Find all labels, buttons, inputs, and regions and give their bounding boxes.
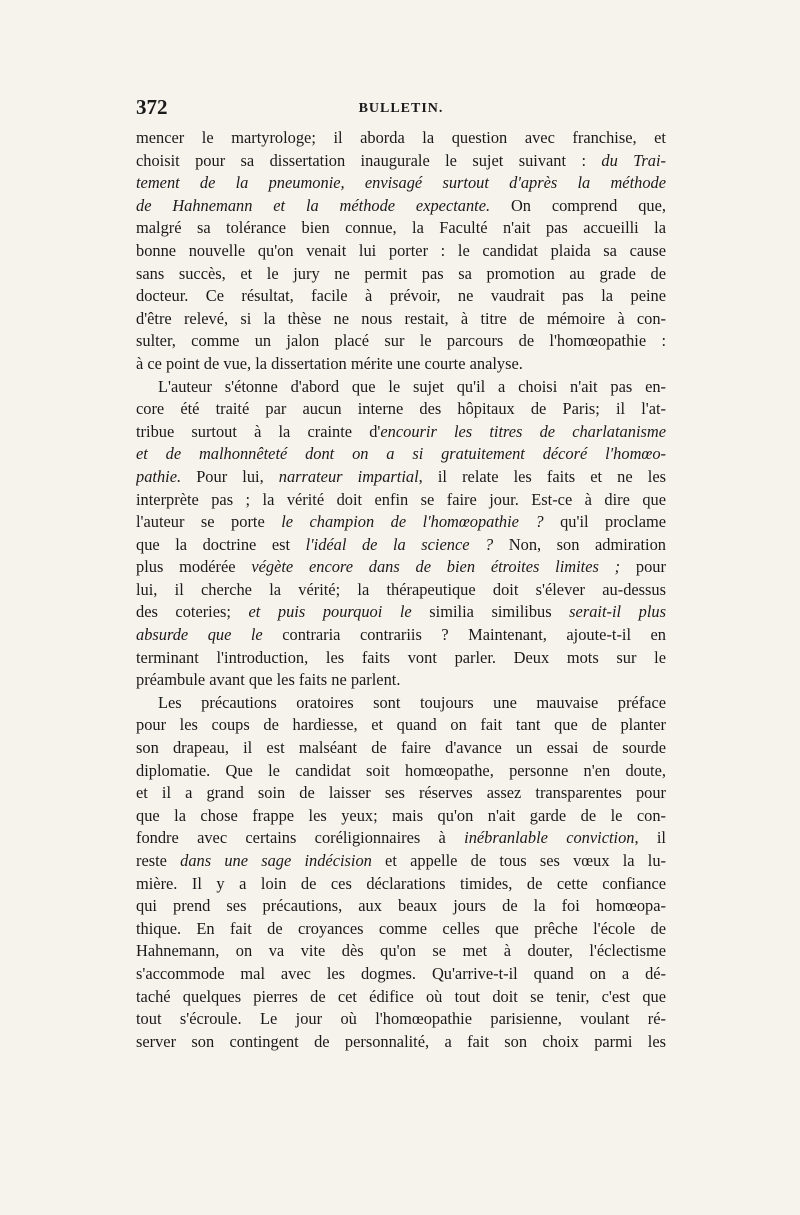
text-line: [136, 466, 666, 489]
text-line: [136, 692, 666, 715]
italic-text-segment: l'idéal de la science ?: [305, 534, 494, 554]
text-line: [136, 217, 666, 240]
text-segment: similia similibus: [411, 602, 570, 622]
text-line: [136, 805, 666, 828]
text-line: [136, 489, 666, 512]
text-line: [136, 443, 666, 466]
text-line: [136, 556, 666, 579]
body-text: [136, 127, 666, 1053]
text-segment: core été traité par aucun interne des hôpitaux de Paris; il l'at-: [136, 399, 666, 419]
text-line: [136, 534, 666, 557]
text-line: [136, 511, 666, 534]
text-segment: des coteries;: [136, 602, 249, 622]
text-line: [136, 127, 666, 150]
text-line: [136, 1008, 666, 1031]
text-segment: malgré sa tolérance bien connue, la Faculté n'ait pas accueilli la: [136, 218, 666, 238]
italic-text-segment: pathie.: [136, 466, 182, 486]
running-title: BULLETIN.: [358, 101, 444, 116]
text-segment: On comprend que,: [490, 195, 666, 215]
italic-text-segment: inébranlable conviction: [464, 828, 635, 848]
text-segment: fondre avec certains coréligionnaires à: [136, 828, 465, 848]
text-line: [136, 150, 666, 173]
text-segment: Pour lui,: [181, 466, 279, 486]
text-segment: l'auteur se porte: [136, 512, 282, 532]
text-line: [136, 918, 666, 941]
text-segment: thique. En fait de croyances comme celles que prêche l'école de: [136, 918, 666, 938]
text-segment: pour: [620, 557, 666, 577]
text-line: [136, 579, 666, 602]
text-segment: tout s'écroule. Le jour où l'homœopathie parisienne, voulant ré-: [136, 1009, 666, 1029]
text-segment: , il relate les faits et ne les: [418, 466, 666, 486]
text-line: [136, 353, 666, 376]
text-segment: plus modérée: [136, 557, 252, 577]
italic-text-segment: et puis pourquoi le: [248, 602, 412, 622]
text-line: [136, 986, 666, 1009]
italic-text-segment: le champion de l'homœopathie ?: [281, 512, 544, 532]
text-segment: que la chose frappe les yeux; mais qu'on n'ait garde de le con-: [136, 805, 666, 825]
text-segment: sans succès, et le jury ne permit pas sa promotion au grade de: [136, 263, 666, 283]
text-segment: et il a grand soin de laisser ses réserves assez transparentes pour: [136, 783, 666, 803]
text-segment: mière. Il y a loin de ces déclarations timides, de cette confiance: [136, 873, 666, 893]
text-line: [136, 850, 666, 873]
text-line: [136, 760, 666, 783]
text-line: [136, 263, 666, 286]
text-segment: docteur. Ce résultat, facile à prévoir, ne vaudrait pas la peine: [136, 286, 666, 306]
italic-text-segment: tement de la pneumonie, envisagé surtout d'après la méthode: [136, 173, 666, 193]
text-segment: d'être relevé, si la thèse ne nous restait, à titre de mémoire à con-: [136, 308, 666, 328]
text-segment: mencer le martyrologe; il aborda la question avec franchise, et: [136, 128, 666, 147]
italic-text-segment: végète encore dans de bien étroites limites ;: [251, 557, 621, 577]
italic-text-segment: dans une sage indécision: [180, 851, 372, 870]
text-line: [136, 624, 666, 647]
text-line: [136, 1031, 666, 1054]
text-line: [136, 827, 666, 850]
text-line: [136, 195, 666, 218]
text-segment: terminant l'introduction, les faits vont parler. Deux mots sur le: [136, 647, 666, 667]
text-line: [136, 737, 666, 760]
text-line: [136, 285, 666, 308]
text-line: [136, 601, 666, 624]
italic-text-segment: du Trai-: [601, 150, 666, 170]
italic-text-segment: et de malhonnêteté dont on a si gratuitement décoré l'homœo-: [136, 444, 666, 464]
text-segment: contraria contrariis ? Maintenant, ajoute-t-il en: [262, 625, 666, 645]
text-segment: diplomatie. Que le candidat soit homœopathe, personne n'en doute,: [136, 760, 666, 780]
text-segment: son drapeau, il est malséant de faire d'avance un essai de sourde: [136, 738, 666, 758]
text-segment: préambule avant que les faits ne parlent.: [136, 670, 401, 690]
text-line: [136, 714, 666, 737]
text-segment: Les précautions oratoires sont toujours une mauvaise préface: [158, 692, 666, 712]
text-line: [136, 782, 666, 805]
text-segment: à ce point de vue, la dissertation mérite une courte analyse.: [136, 353, 523, 373]
text-segment: Non, son admiration: [493, 534, 666, 554]
text-line: [136, 895, 666, 918]
text-line: [136, 330, 666, 353]
text-segment: qu'il proclame: [543, 512, 666, 532]
text-segment: L'auteur s'étonne d'abord que le sujet qu'il a choisi n'ait pas en-: [158, 376, 666, 396]
text-line: [136, 172, 666, 195]
text-segment: pour les coups de hardiesse, et quand on fait tant que de planter: [136, 715, 666, 735]
italic-text-segment: narrateur impartial: [278, 466, 419, 486]
text-segment: bonne nouvelle qu'on venait lui porter : le candidat plaida sa cause: [136, 240, 666, 260]
text-line: [136, 940, 666, 963]
text-segment: tribue surtout à la crainte d': [136, 421, 381, 441]
text-segment: qui prend ses précautions, aux beaux jours de la foi homœopa-: [136, 896, 666, 916]
text-segment: que la doctrine est: [136, 534, 306, 554]
text-segment: sulter, comme un jalon placé sur le parcours de l'homœopathie :: [136, 331, 666, 351]
page-header: [136, 95, 666, 123]
text-segment: interprète pas ; la vérité doit enfin se faire jour. Est-ce à dire que: [136, 489, 666, 509]
italic-text-segment: serait-il plus: [569, 602, 666, 622]
text-segment: server son contingent de personnalité, a fait son choix parmi les: [136, 1031, 666, 1051]
text-segment: reste: [136, 851, 181, 870]
text-line: [136, 963, 666, 986]
text-line: [136, 240, 666, 263]
text-segment: , il: [634, 828, 666, 848]
italic-text-segment: de Hahnemann et la méthode expectante.: [136, 195, 491, 215]
text-line: [136, 421, 666, 444]
text-segment: et appelle de tous ses vœux la lu-: [371, 851, 666, 870]
text-segment: lui, il cherche la vérité; la thérapeutique doit s'élever au-dessus: [136, 579, 666, 599]
text-segment: Hahnemann, on va vite dès qu'on se met à douter, l'éclectisme: [136, 941, 666, 961]
text-line: [136, 647, 666, 670]
italic-text-segment: encourir les titres de charlatanisme: [380, 421, 666, 441]
text-line: [136, 669, 666, 692]
page-number: 372: [136, 95, 168, 119]
text-line: [136, 873, 666, 896]
text-segment: choisit pour sa dissertation inaugurale le sujet suivant :: [136, 150, 602, 170]
text-segment: taché quelques pierres de cet édifice où tout doit se tenir, c'est que: [136, 986, 666, 1006]
text-segment: s'accommode mal avec les dogmes. Qu'arrive-t-il quand on a dé-: [136, 963, 666, 983]
text-line: [136, 308, 666, 331]
text-line: [136, 398, 666, 421]
text-line: [136, 376, 666, 399]
italic-text-segment: absurde que le: [136, 625, 263, 645]
